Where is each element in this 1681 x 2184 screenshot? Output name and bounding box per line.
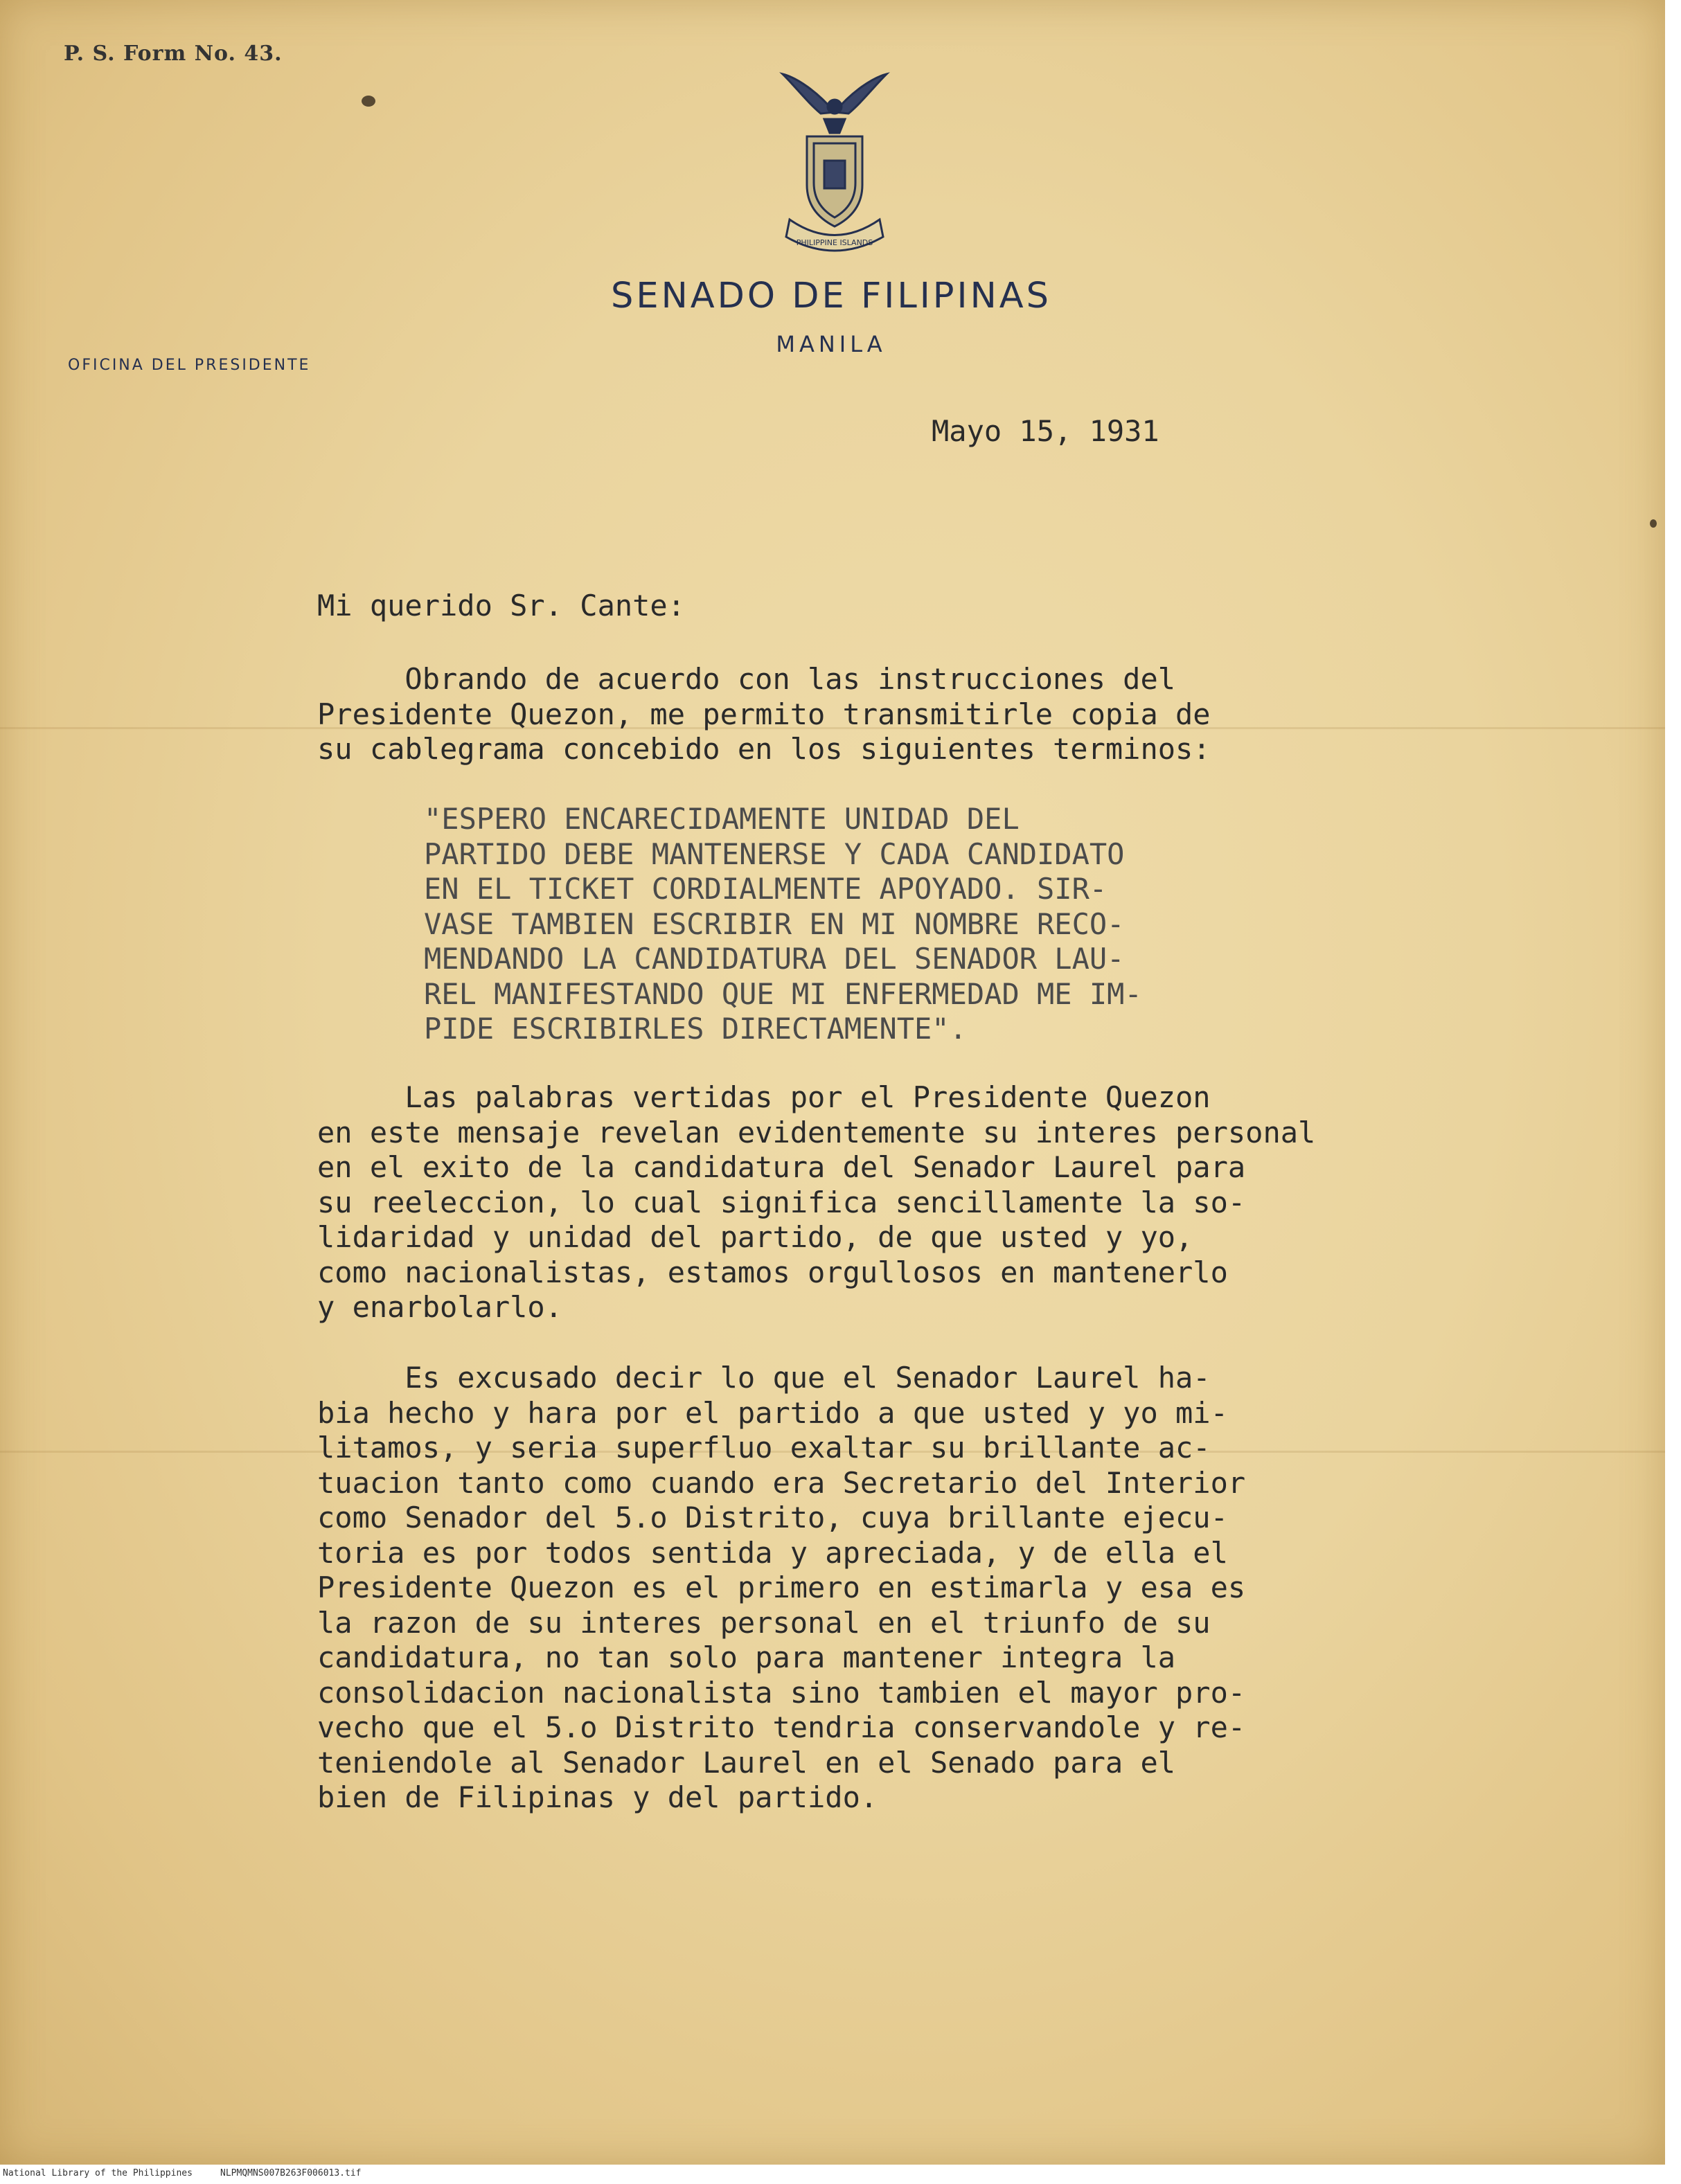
text-line: bia hecho y hara por el partido a que usted y yo mi- [317,1395,1228,1430]
text-line: tuacion tanto como cuando era Secretario del Interior [317,1465,1246,1500]
text-line: MENDANDO LA CANDIDATURA DEL SENADOR LAU- [424,942,1125,976]
text-line: su reeleccion, lo cual significa sencillamente la so- [317,1185,1246,1219]
footer-source: National Library of the Philippines [3,2168,193,2178]
text-line: como nacionalistas, estamos orgullosos en mantenerlo [317,1255,1228,1289]
text-line: EN EL TICKET CORDIALMENTE APOYADO. SIR- [424,872,1108,906]
footer-file-id: NLPMQMNS007B263F006013.tif [220,2168,362,2178]
text-line: su cablegrama concebido en los siguientes terminos: [317,732,1211,766]
text-line: como Senador del 5.o Distrito, cuya brillante ejecu- [317,1501,1228,1534]
text-line: Obrando de acuerdo con las instrucciones del [317,662,1176,696]
form-label: P. S. Form No. 43. [64,42,283,66]
text-line: REL MANIFESTANDO QUE MI ENFERMEDAD ME IM- [424,976,1142,1011]
office-label: OFICINA DEL PRESIDENTE [68,357,311,374]
text-line: teniendole al Senador Laurel en el Senado para el [317,1745,1176,1780]
scan-footer [0,2166,1681,2184]
paragraph-1 [317,662,1211,767]
cablegram-quote [424,802,1142,1047]
text-line: toria es por todos sentida y apreciada, y de ella el [317,1535,1228,1570]
text-line: vecho que el 5.o Distrito tendria conservandole y re- [317,1710,1246,1744]
letterhead-city: MANILA [776,331,887,357]
text-line: candidatura, no tan solo para mantener integra la [317,1640,1176,1674]
senate-seal-icon [769,64,900,271]
text-line: Presidente Quezon, me permito transmitirle copia de [317,697,1211,731]
text-line: PIDE ESCRIBIRLES DIRECTAMENTE". [424,1012,967,1046]
letter-date: Mayo 15, 1931 [932,414,1159,448]
text-line: en este mensaje revelan evidentemente su interes personal [317,1115,1316,1149]
text-line: VASE TAMBIEN ESCRIBIR EN MI NOMBRE RECO- [424,906,1125,941]
ink-spot [362,96,375,107]
text-line: consolidacion nacionalista sino tambien el mayor pro- [317,1675,1246,1710]
text-line: bien de Filipinas y del partido. [317,1780,878,1814]
text-line: PARTIDO DEBE MANTENERSE Y CADA CANDIDATO [424,836,1125,871]
paragraph-2 [317,1080,1315,1325]
text-line: "ESPERO ENCARECIDAMENTE UNIDAD DEL [424,802,1020,836]
text-line: litamos, y seria superfluo exaltar su brillante ac- [317,1431,1211,1465]
salutation: Mi querido Sr. Cante: [317,589,686,623]
text-line: la razon de su interes personal en el triunfo de su [317,1605,1211,1640]
letterhead-title: SENADO DE FILIPINAS [610,276,1051,316]
text-line: lidaridad y unidad del partido, de que usted y yo, [317,1220,1193,1254]
seal-banner-text: PHILIPPINE ISLANDS [796,238,873,247]
paragraph-3 [317,1361,1245,1816]
text-line: Las palabras vertidas por el Presidente Quezon [317,1080,1211,1114]
text-line: Presidente Quezon es el primero en estimarla y esa es [317,1570,1246,1604]
text-line: en el exito de la candidatura del Senador Laurel para [317,1150,1246,1184]
text-line: y enarbolarlo. [317,1290,563,1324]
text-line: Es excusado decir lo que el Senador Laurel ha- [317,1361,1211,1395]
ink-spot [1650,519,1657,528]
